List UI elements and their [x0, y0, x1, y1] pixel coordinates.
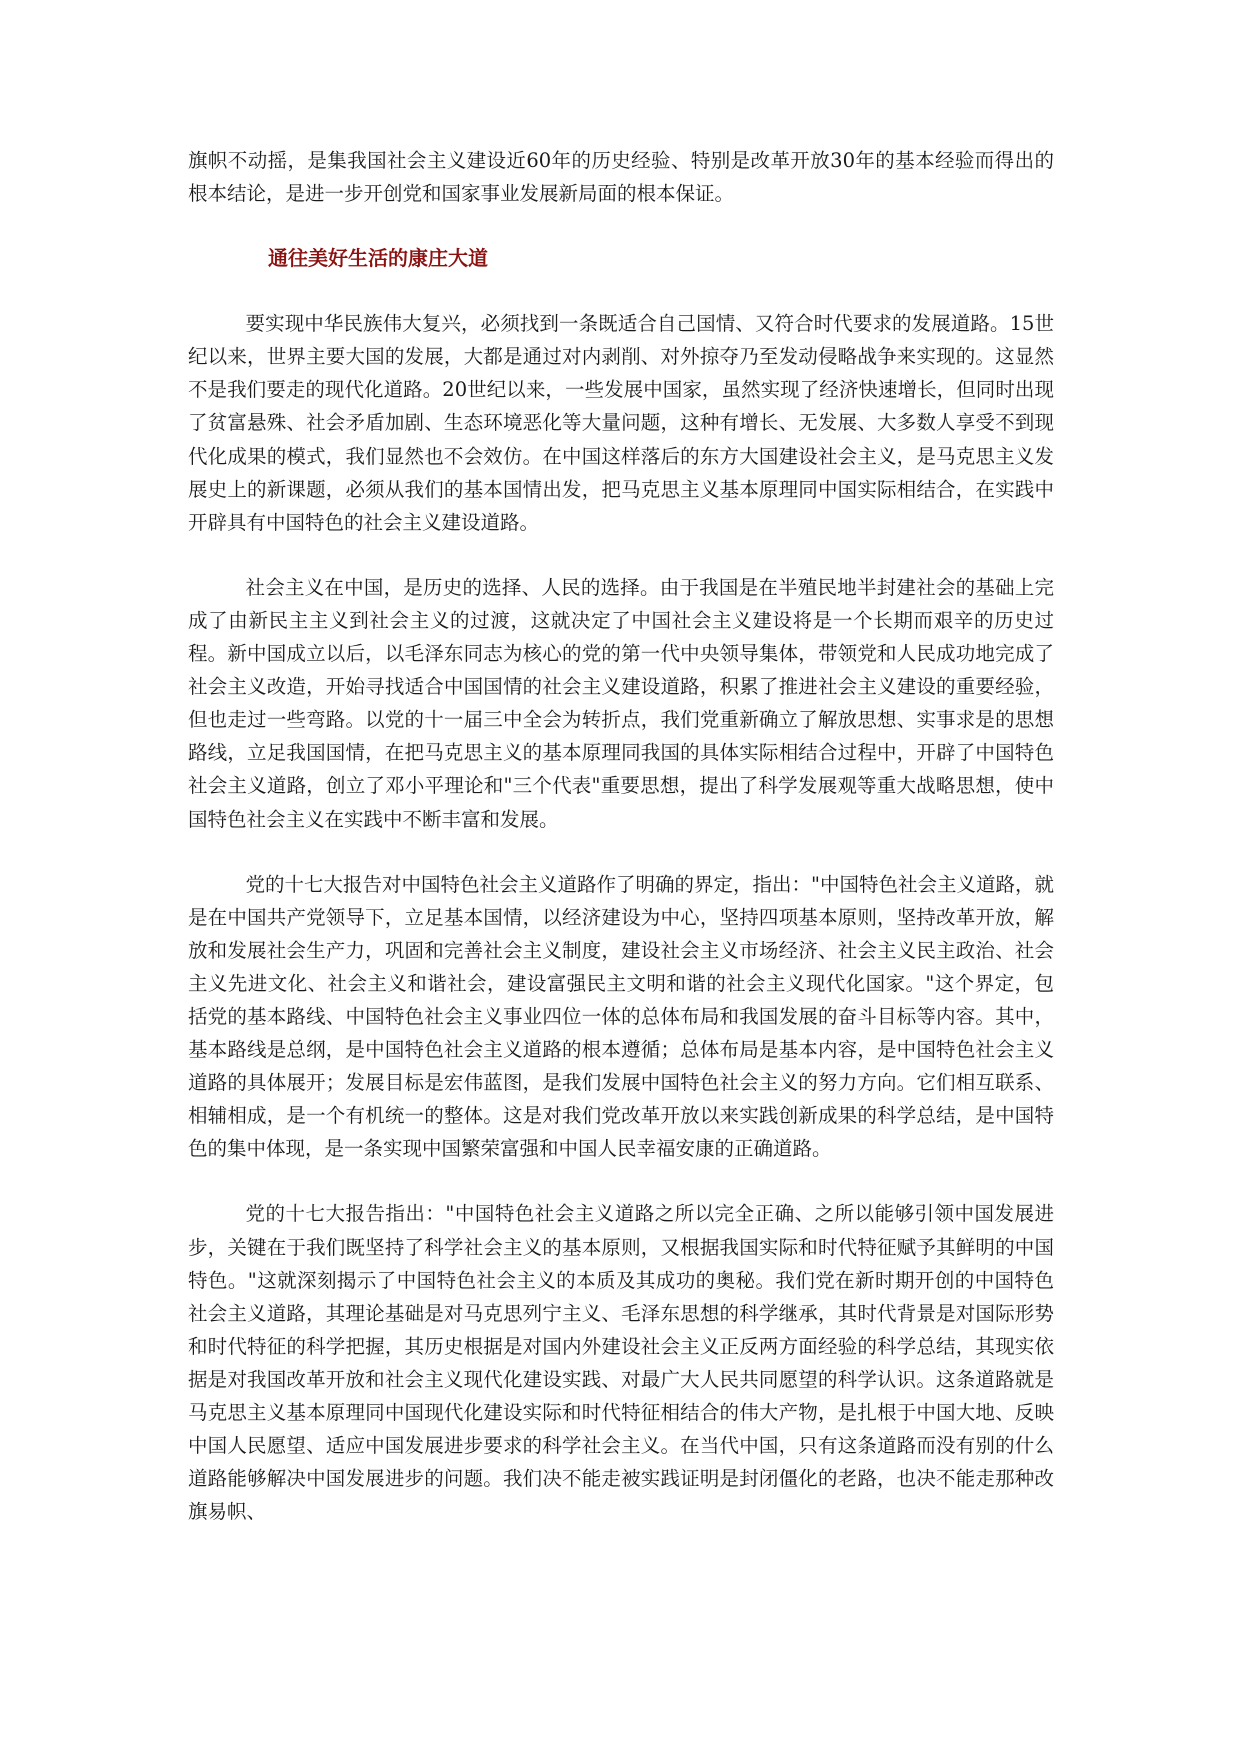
section-heading: 通往美好生活的康庄大道 — [268, 246, 488, 271]
paragraph: 党的十七大报告对中国特色社会主义道路作了明确的界定，指出："中国特色社会主义道路，就是在中国共产党领导下，立足基本国情，以经济建设为中心，坚持四项基本原则，坚持改革开放，解放和发展社会生产力，巩固和完善社会主义制度，建设社会主义市场经济、社会主义民主政治、社会主义先进文化、社会主义和谐社会，建设富强民主文明和谐的社会主义现代化国家。"这个界定，包括党的基本路线、中国特色社会主义事业四位一体的总体布局和我国发展的奋斗目标等内容。其中，基本路线是总纲，是中国特色社会主义道路的根本遵循；总体布局是基本内容，是中国特色社会主义道路的具体展开；发展目标是宏伟蓝图，是我们发展中国特色社会主义的努力方向。它们相互联系、相辅相成，是一个有机统一的整体。这是对我们党改革开放以来实践创新成果的科学总结，是中国特色的集中体现，是一条实现中国繁荣富强和中国人民幸福安康的正确道路。 — [188, 872, 1054, 1161]
document-page — [188, 144, 1054, 1560]
paragraph: 要实现中华民族伟大复兴，必须找到一条既适合自己国情、又符合时代要求的发展道路。15世纪以来，世界主要大国的发展，大都是通过对内剥削、对外掠夺乃至发动侵略战争来实现的。这显然不是我们要走的现代化道路。20世纪以来，一些发展中国家，虽然实现了经济快速增长，但同时出现了贫富悬殊、社会矛盾加剧、生态环境恶化等大量问题，这种有增长、无发展、大多数人享受不到现代化成果的模式，我们显然也不会效仿。在中国这样落后的东方大国建设社会主义，是马克思主义发展史上的新课题，必须从我们的基本国情出发，把马克思主义基本原理同中国实际相结合，在实践中开辟具有中国特色的社会主义建设道路。 — [188, 312, 1054, 534]
paragraph: 党的十七大报告指出："中国特色社会主义道路之所以完全正确、之所以能够引领中国发展进步，关键在于我们既坚持了科学社会主义的基本原则，又根据我国实际和时代特征赋予其鲜明的中国特色。"这就深刻揭示了中国特色社会主义的本质及其成功的奥秘。我们党在新时期开创的中国特色社会主义道路，其理论基础是对马克思列宁主义、毛泽东思想的科学继承，其时代背景是对国际形势和时代特征的科学把握，其历史根据是对国内外建设社会主义正反两方面经验的科学总结，其现实依据是对我国改革开放和社会主义现代化建设实践、对最广大人民共同愿望的科学认识。这条道路就是马克思主义基本原理同中国现代化建设实际和时代特征相结合的伟大产物，是扎根于中国大地、反映中国人民愿望、适应中国发展进步要求的科学社会主义。在当代中国，只有这条道路而没有别的什么道路能够解决中国发展进步的问题。我们决不能走被实践证明是封闭僵化的老路，也决不能走那种改旗易帜、 — [188, 1202, 1054, 1524]
paragraph: 社会主义在中国，是历史的选择、人民的选择。由于我国是在半殖民地半封建社会的基础上完成了由新民主主义到社会主义的过渡，这就决定了中国社会主义建设将是一个长期而艰辛的历史过程。新中国成立以后，以毛泽东同志为核心的党的第一代中央领导集体，带领党和人民成功地完成了社会主义改造，开始寻找适合中国国情的社会主义建设道路，积累了推进社会主义建设的重要经验，但也走过一些弯路。以党的十一届三中全会为转折点，我们党重新确立了解放思想、实事求是的思想路线，立足我国国情，在把马克思主义的基本原理同我国的具体实际相结合过程中，开辟了中国特色社会主义道路，创立了邓小平理论和"三个代表"重要思想，提出了科学发展观等重大战略思想，使中国特色社会主义在实践中不断丰富和发展。 — [188, 575, 1054, 831]
paragraph-continued: 旗帜不动摇，是集我国社会主义建设近60年的历史经验、特别是改革开放30年的基本经验而得出的根本结论，是进一步开创党和国家事业发展新局面的根本保证。 — [188, 149, 1054, 206]
